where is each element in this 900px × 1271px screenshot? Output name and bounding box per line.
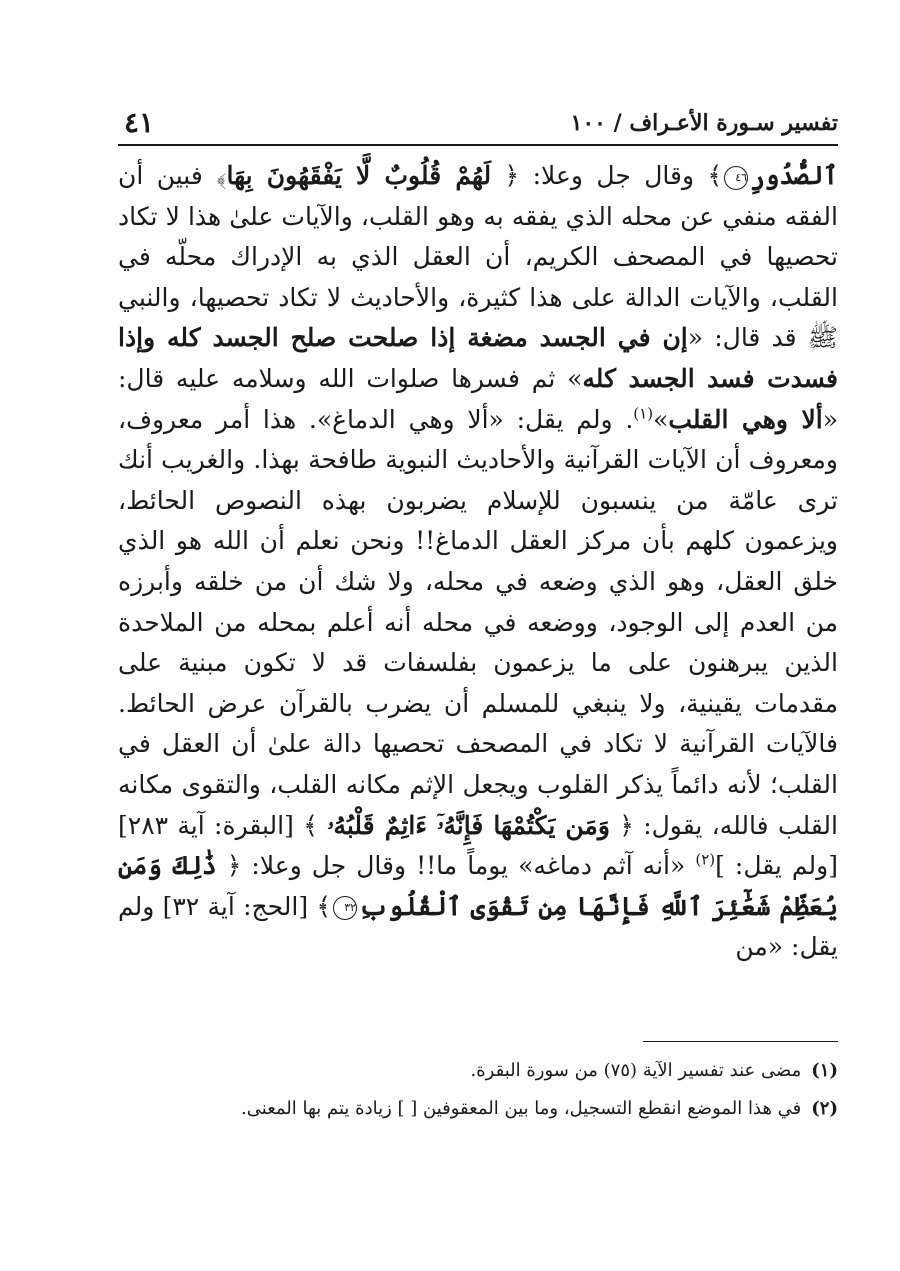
footnote-text: في هذا الموضع انقطع التسجيل، وما بين المعقوفين [ ] زيادة يتم بها المعنى. (241, 1098, 802, 1119)
body-text-segment: ﴾ فبين أن الفقه منفي عن محله الذي يفقه به وهو القلب، والآيات علىٰ هذا لا تكاد تحصيها في المصحف الكريم، أن العقل الذي به الإدراك محلّه في القلب، والآيات الدالة على هذا كثيرة، والأحاديث لا تكاد تحصيها، والنبي ﷺ قد قال: « (118, 161, 838, 353)
document-page (118, 100, 838, 1200)
body-text-segment: » (653, 404, 669, 434)
quran-verse-text: ذَٰلِكَ وَمَن يُعَظِّمْ شَعَٰٓئِرَ ٱللَّهِ فَإِنَّهَا مِن تَقْوَى ٱلْقُلُوبِ (118, 851, 839, 921)
running-title: تفسير سـورة الأعـراف / ١٠٠ (570, 110, 838, 136)
footnote-1 (118, 1054, 838, 1088)
page-header (118, 100, 838, 146)
body-text-segment: » ثم فسرها صلوات الله وسلامه عليه قال: « (118, 363, 838, 434)
ayah-number-mark: ٣٢ (333, 896, 357, 920)
quran-verse-text: ٱلصُّدُورِ (750, 161, 838, 190)
hadith-quote: ألا وهي القلب (668, 404, 823, 434)
body-text-segment: «أنه آثم دماغه» يوماً ما!! وقال جل وعلا: ﴿ (216, 851, 696, 881)
footnote-reference: (٢) (695, 850, 716, 869)
quran-verse-text: وَمَن يَكْتُمْهَا فَإِنَّهُۥٓ ءَاثِمٌ قَلْبُهُۥ (327, 810, 610, 840)
footnote-reference: (١) (633, 404, 654, 423)
main-text (118, 156, 838, 968)
page-number: ٤١ (124, 106, 155, 139)
quran-verse-text: لَهُمْ قُلُوبٌ لَّا يَفْقَهُونَ بِهَا (226, 161, 492, 190)
footnote-number: (٢) (811, 1098, 838, 1119)
body-text-segment: ﴾ [البقرة: آية ٢٨٣] [ولم يقل: ] (118, 810, 838, 881)
footnote-number: (١) (811, 1060, 838, 1081)
body-text-segment: ﴾ وقال جل وعلا: ﴿ (491, 161, 723, 190)
footnotes (118, 1054, 838, 1130)
footnote-divider (643, 1041, 838, 1042)
body-text-segment: ﴾ [الحج: آية ٣٢] ولم يقل: «من (118, 891, 838, 962)
body-text-segment: . ولم يقل: «ألا وهي الدماغ». هذا أمر معروف، ومعروف أن الآيات القرآنية والأحاديث النبوية طافحة بهذا. والغريب أنك ترى عامّة من ينسبون للإسلام يضربون بهذه النصوص الحائط، ويزعمون كلهم بأن مركز العقل الدماغ!! ونحن نعلم أن الله هو الذي خلق العقل، وهو الذي وضعه في محله، ولا شك أن من خلقه وأبرزه من العدم إلى الوجود، ووضعه في محله أنه أعلم بمحله من الملاحدة الذين يبرهنون على ما يزعمون بفلسفات قد لا تكون مبنية على مقدمات يقينية، ولا ينبغي للمسلم أن يضرب بالقرآن عرض الحائط. فالآيات القرآنية لا تكاد في المصحف تحصيها دالة علىٰ أن العقل في القلب؛ لأنه دائماً يذكر القلوب ويجعل الإثم مكانه القلب، والتقوى مكانه القلب فالله، يقول: ﴿ (118, 404, 838, 840)
ayah-number-mark: ٤٦ (724, 166, 748, 190)
footnote-text: مضى عند تفسير الآية (٧٥) من سورة البقرة. (470, 1060, 802, 1081)
footnote-2 (118, 1092, 838, 1126)
hadith-quote: إن في الجسد مضغة إذا صلحت صلح الجسد كله وإذا فسدت فسد الجسد كله (118, 323, 838, 393)
body-paragraph (118, 156, 838, 968)
